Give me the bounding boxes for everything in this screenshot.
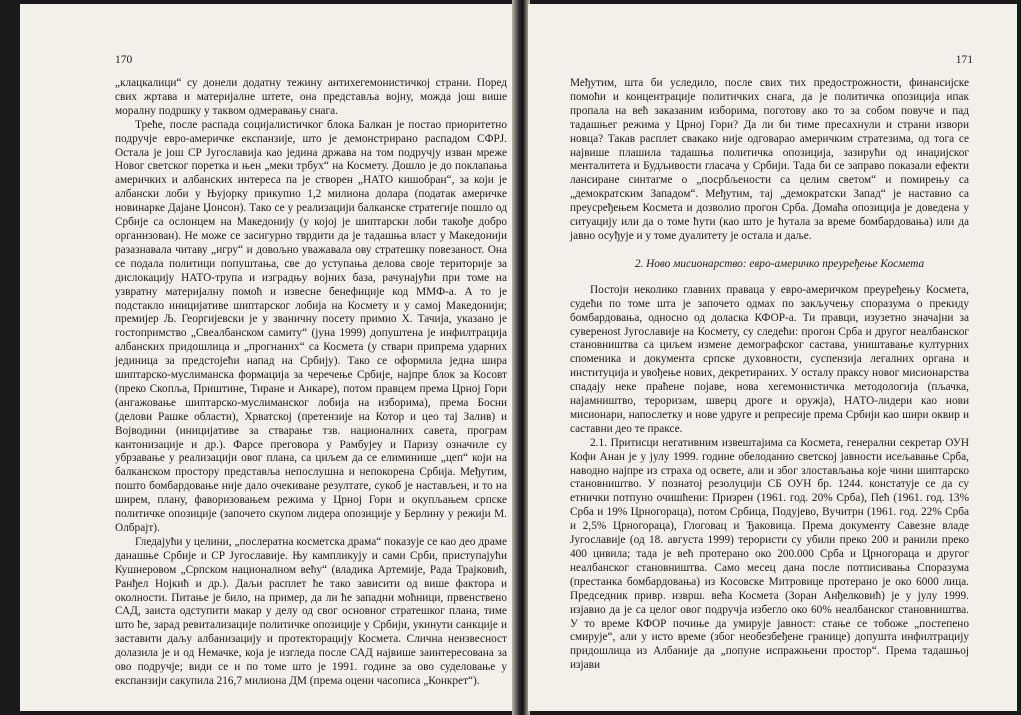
paragraph: 2.1. Притисци негативним извештајима са Космета, генерални секретар ОУН Кофи Анан је у јулу 1999. године обелоданио светској јавности исељавање Срба, наводно најпре из страха од освете, али и због злостављања које чини шиптарско становништво. У познатој резолуцији СБ ОУН бр. 1244. констатује се да су етнички потпуно очишћени: Призрен (1961. год. 20% Срба), Пећ (1961. год. 13% Срба и 19% Црногораца), потом Србица, Подујево, Вучитрн (1961. год. 22% Срба и 2,5% Црногораца), Глоговац и Ђаковица. Према документу Савезне владе Југославије (од 18. августа 1999) терористи су убили преко 200 и ранили преко 400 цивила; тада је већ протерано око 200.000 Срба и Црногораца и другог неалбанског становништва. Само месец дана после потписивања Споразума (престанка бомбардовања) из Косовске Митровице протерано је око 6000 лица. Председник привр. изврш. већа Космета (Зоран Анђелковић) је у јулу 1999. изјавио да је са целог овог подручја избегло око 60% неалбанског становништва. У то време КФОР почиње да умирује јавност: стање се тобоже „постепено смирује“, али у исто време (због необезбеђене границе) допушта инфилтрацију придошлица из Албаније да „попуне испражњени простор“. Према тадашњој изјави bbox=[570, 436, 969, 672]
right-page-body bbox=[570, 77, 969, 673]
page-number-left: 170 bbox=[115, 54, 133, 66]
right-page bbox=[528, 4, 1017, 711]
paragraph: Међутим, шта би уследило, после свих тих предострожности, финансијске помоћи и концентрације политичких снага, да је политичка опозиција ипак пропала на већ заказаним изборима, поготову ако то за собом повуче и пад тадашњег режима у Црној Гори? Да ли би тиме пресахнули и страни извори новца? Такав расплет свакако није одговарао америчким стратезима, од тога се највише плашила тадашња политичка опозиција, зазирући од инаџијског менталитета и Будљивости гласача у Србији. Тада би се заправо показали ефекти лансиране синтагме о „посрбљености са целим светом“ и помирењу са „демократским Западом“. Међутим, тај „демократски Запад“ је наставио са преусређењем Космета и дозволио прогон Срба. Домаћа опозиција је доведена у ситуацију или да о томе ћути (као што је ћутала за време бомбардовања) или да јавно осуђује и у томе дуалитету је остала и даље. bbox=[570, 77, 969, 242]
paragraph: Гледајући у целини, „послератна косметска драма“ показује се као део драме данашње Србије и СР Југославије. Њу кампликују и сами Срби, приступајући Кушнеровом „Српском националном већу“ (владика Артемије, Рада Трајковић, Ранђел Нојкић и др.). Даљи расплет ће тако зависити од више фактора и околности. Питање је било, на пример, да ли ће западни моћници, првенствено САД, заиста одступити макар у делу од свог основног стратешког плана, тиме што ће, зарад ревитализације политичке опозиције у Србији, укинути санкције и заставити даљу албанизацију и протекторацију Космета. Слична неизвесност долазила је и од Немачке, која је изгледа после САД највише заинтересована за ово подручје; види се и по томе што је 1991. године за ово суделовање у експанзији сакупила 216,7 милиона ДМ (према оцени часописа „Конкрет“). bbox=[115, 535, 507, 687]
paragraph: Треће, после распада социјалистичког блока Балкан је постао приоритетно подручје евро-америчке експанзије, што је демонстрирано распадом СФРЈ. Остала је још СР Југославија као једина држава на том подручју изван мреже Новог светског поретка и њен „меки трбух“ на Космету. Дошло је до поклапања америчких и албанских интереса па је створен „НАТО кишобран“, за који је албански лоби у Њујорку прикупио 1,2 милиона долара (податак америчке новинарке Дајане Џонсон). Тако се у реализацији балканске стратегије пошло од Србије са ослонцем на Македонију (у којој је шиптарски лоби такође добро организован). Не може се засигурно тврдити да је тадашња власт у Македонији разазнавала читаву „игру“ и довољно уважавала ову стратешку повезаност. Она се подала политици попуштања, све до уступања делова своје територије за дислокацију НАТО-трупа и изградњу војних база, рачунајући при томе на узвратну материјалну помоћ и извесне бенефиције код ММФ-а. А то је подстакло иницијативе шиптарског лобија на Космету и у самој Македонији; премијер Љ. Георгијевски је у званичну посету примио Х. Тачија, указано је гостопримство „Свеалбанском самиту“ (јуна 1999) допуштена је инфилтрација албанских придошлица и „прогнаних“ са Космета (у ствари припрема ударних јединица за предстојећи напад на Србију). Тако се оформила једна шира шиптарско-муслиманска формација за черечење Србије, најпре блок за Косовт (преко Скопља, Приштине, Тиране и Анкаре), потом правцем према Црној Гори (ангажовање шиптарско-муслиманског лобија на изборима), према Босни (делови Рашке области), Хрватској (претензије на Котор и цео тај Залив) и Војводини (иницијативе за стварање тзв. националних савета, програм кантонизације и др.). Фарсе преговора у Рамбујеу и Паризу означиле су убрзавање у реализацији овог плана, са циљем да се елиминише „цеп“ који на балканском простору представља непослушна и непокорена Србија. Међутим, пошто бомбардовање није дало очекиване резултате, сукоб је настављен, и то на ширем, плану, фаворизовањем режима у Црној Гори и окупљањем српске политичке опозиције (започето скупом лидера опозиције у Берлину у режији М. Олбрајт). bbox=[115, 118, 507, 534]
paragraph: „клацкалици“ су донели додатну тежину антихегемонистичкој страни. Поред свих жртава и материјалне штете, она представља војну, можда још више моралну подршку у таквом одмеравању снага. bbox=[115, 77, 507, 117]
paragraph: Постоји неколико главних праваца у евро-америчком преуређењу Космета, судећи по томе шта је започето одмах по закључењу споразума о прекиду бомбардовања, односно од доласка КФОР-а. Ти правци, изузетно значајни за суверенost Југославије на Космету, су следећи: прогон Срба и другог неалбанског становништва са циљем измене демографског састава, уништавање културних споменика и документа српске духовности, суспензија легалних органа и институција и увођење нових, декретираних. У осталу праксу новог мисионарства спадају неке праћене појаве, нова хегемонистичка методологија (пљачка, најамништво, тероризам, шверц дроге и оружја), НАТО-лидери као нови мисионари, напослетку и нове удруге и репресије према Србији као шири оквир и саставни део те праксе. bbox=[570, 283, 969, 435]
page-number-right: 171 bbox=[955, 54, 973, 66]
left-page bbox=[20, 4, 514, 711]
section-heading: 2. Ново мисионарство: евро-америчко преуређење Космета bbox=[634, 257, 925, 270]
left-page-body bbox=[115, 77, 507, 689]
